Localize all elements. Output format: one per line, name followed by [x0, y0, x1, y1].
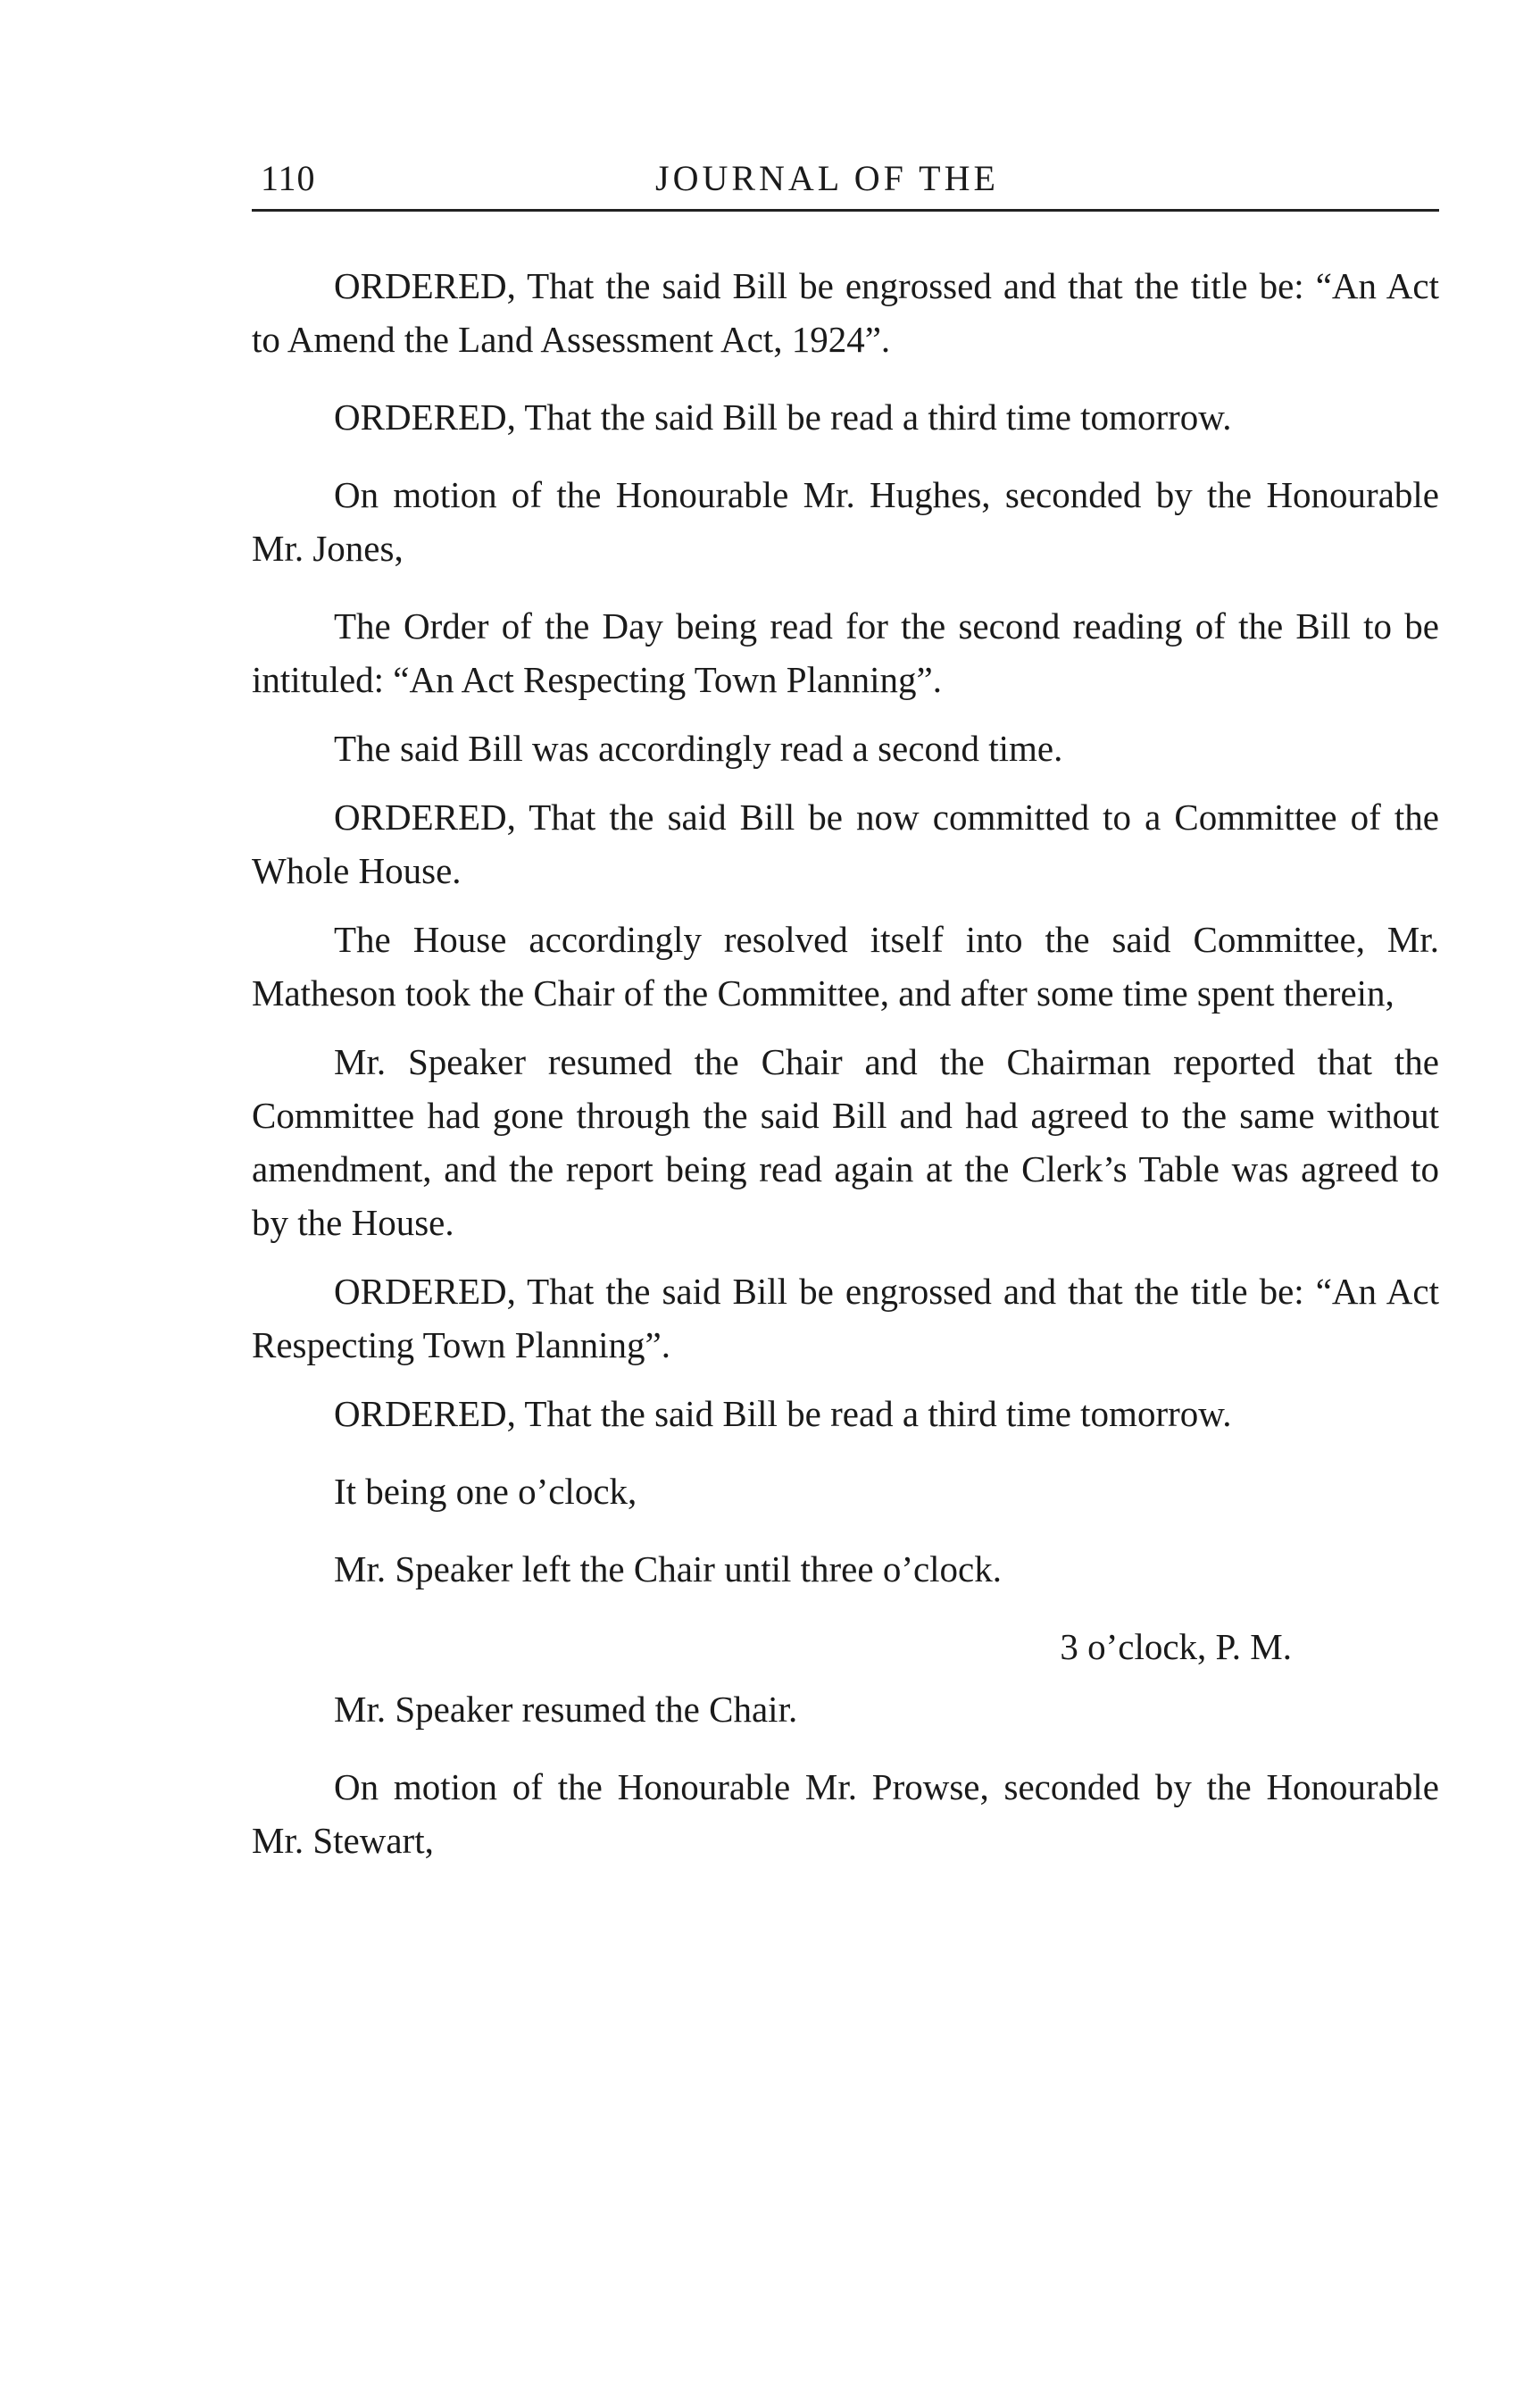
ordered-engrossed-land-assessment: ORDERED, That the said Bill be engrossed and that the title be: “An Act to Amend the Land Assessment Act, 1924”. [252, 265, 1439, 360]
speaker-left-chair: Mr. Speaker left the Chair until three o’clock. [334, 1548, 1003, 1589]
ordered-engrossed-town-planning: ORDERED, That the said Bill be engrossed and that the title be: “An Act Respecting Town Planning”. [252, 1271, 1439, 1365]
motion-hughes-jones: On motion of the Honourable Mr. Hughes, seconded by the Honourable Mr. Jones, [252, 474, 1439, 569]
running-header [252, 150, 1439, 212]
page-number: 110 [261, 158, 316, 198]
house-resolved-committee: The House accordingly resolved itself into the said Committee, Mr. Matheson took the Chair of the Committee, and after some time spent therein, [252, 919, 1439, 1014]
ordered-third-reading-town-planning: ORDERED, That the said Bill be read a third time tomorrow. [334, 1393, 1232, 1434]
journal-body [252, 259, 1439, 1891]
one-oclock-note: It being one o’clock, [334, 1471, 637, 1512]
motion-prowse-stewart: On motion of the Honourable Mr. Prowse, seconded by the Honourable Mr. Stewart, [252, 1766, 1439, 1861]
speaker-resumed-report: Mr. Speaker resumed the Chair and the Chairman reported that the Committee had gone through the said Bill and had agreed to the same without amendment, and the report being read again at the Clerk’s Table was agreed to by the House. [252, 1041, 1439, 1243]
ordered-committed-whole-house: ORDERED, That the said Bill be now committed to a Committee of the Whole House. [252, 797, 1439, 891]
ordered-third-reading-land-assessment: ORDERED, That the said Bill be read a third time tomorrow. [334, 396, 1232, 438]
second-reading-statement: The said Bill was accordingly read a second time. [334, 728, 1063, 769]
running-title: JOURNAL OF THE [655, 158, 999, 198]
order-of-day-town-planning: The Order of the Day being read for the second reading of the Bill to be intituled: “An Act Respecting Town Planning”. [252, 605, 1439, 700]
afternoon-time-heading: 3 o’clock, P. M. [1060, 1626, 1292, 1667]
speaker-resumed-chair: Mr. Speaker resumed the Chair. [334, 1689, 798, 1730]
